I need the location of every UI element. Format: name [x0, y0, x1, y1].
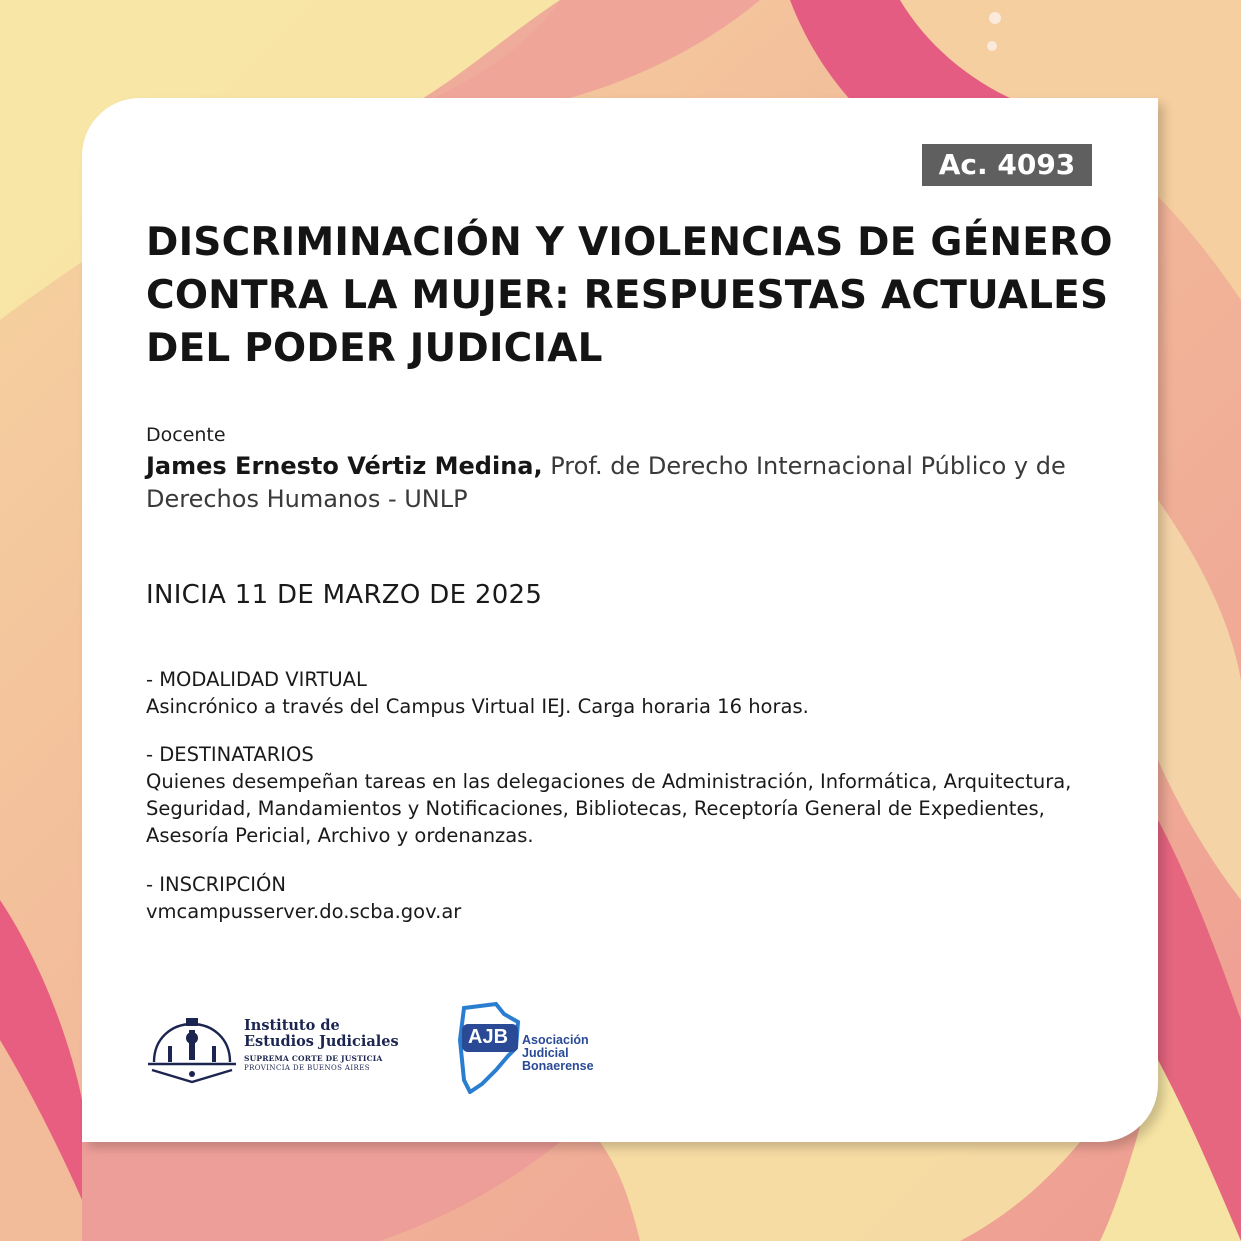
- iej-logo-line: PROVINCIA DE BUENOS AIRES: [244, 1064, 370, 1072]
- course-title-line: DEL PODER JUDICIAL: [146, 326, 603, 371]
- section-text: Asincrónico a través del Campus Virtual IEJ. Carga horaria 16 horas.: [146, 695, 809, 718]
- section-heading: - DESTINATARIOS: [146, 743, 314, 766]
- ajb-logo-text: [522, 1034, 594, 1073]
- course-title: [146, 216, 1146, 375]
- section-heading: - INSCRIPCIÓN: [146, 873, 286, 896]
- agreement-number-badge: Ac. 4093: [922, 144, 1092, 186]
- section-heading: - MODALIDAD VIRTUAL: [146, 668, 367, 691]
- iej-logo-text: [244, 1018, 399, 1073]
- section-modalidad: [146, 666, 1136, 720]
- iej-logo-line: Estudios Judiciales: [244, 1033, 399, 1050]
- teacher-role: Prof. de Derecho Internacional Público y de: [542, 452, 1066, 480]
- ajb-logo-line: Asociación: [522, 1033, 589, 1047]
- registration-url[interactable]: vmcampusserver.do.scba.gov.ar: [146, 900, 462, 923]
- courthouse-emblem-icon: [146, 1016, 238, 1086]
- section-text: Asesoría Pericial, Archivo y ordenanzas.: [146, 824, 534, 847]
- teacher-info: [146, 450, 1106, 516]
- ajb-logo-line: Judicial: [522, 1046, 569, 1060]
- teacher-role-continued: Derechos Humanos - UNLP: [146, 485, 468, 513]
- iej-logo-line: SUPREMA CORTE DE JUSTICIA: [244, 1054, 383, 1063]
- iej-logo: [146, 1012, 406, 1092]
- teacher-label: Docente: [146, 424, 226, 446]
- section-destinatarios: [146, 741, 1136, 849]
- course-title-line: DISCRIMINACIÓN Y VIOLENCIAS DE GÉNERO: [146, 220, 1113, 265]
- iej-logo-line: Instituto de: [244, 1017, 340, 1034]
- ajb-abbreviation: AJB: [468, 1026, 509, 1048]
- ajb-logo: [456, 1000, 616, 1094]
- ajb-logo-line: Bonaerense: [522, 1059, 594, 1073]
- section-text: Seguridad, Mandamientos y Notificaciones, Bibliotecas, Receptoría General de Expedientes,: [146, 797, 1045, 820]
- course-title-line: CONTRA LA MUJER: RESPUESTAS ACTUALES: [146, 273, 1109, 318]
- section-text: Quienes desempeñan tareas en las delegaciones de Administración, Informática, Arquitectura,: [146, 770, 1072, 793]
- teacher-name: James Ernesto Vértiz Medina,: [146, 452, 543, 480]
- info-card: [82, 98, 1158, 1142]
- section-inscripcion: [146, 871, 1136, 925]
- start-date: INICIA 11 DE MARZO DE 2025: [146, 580, 543, 610]
